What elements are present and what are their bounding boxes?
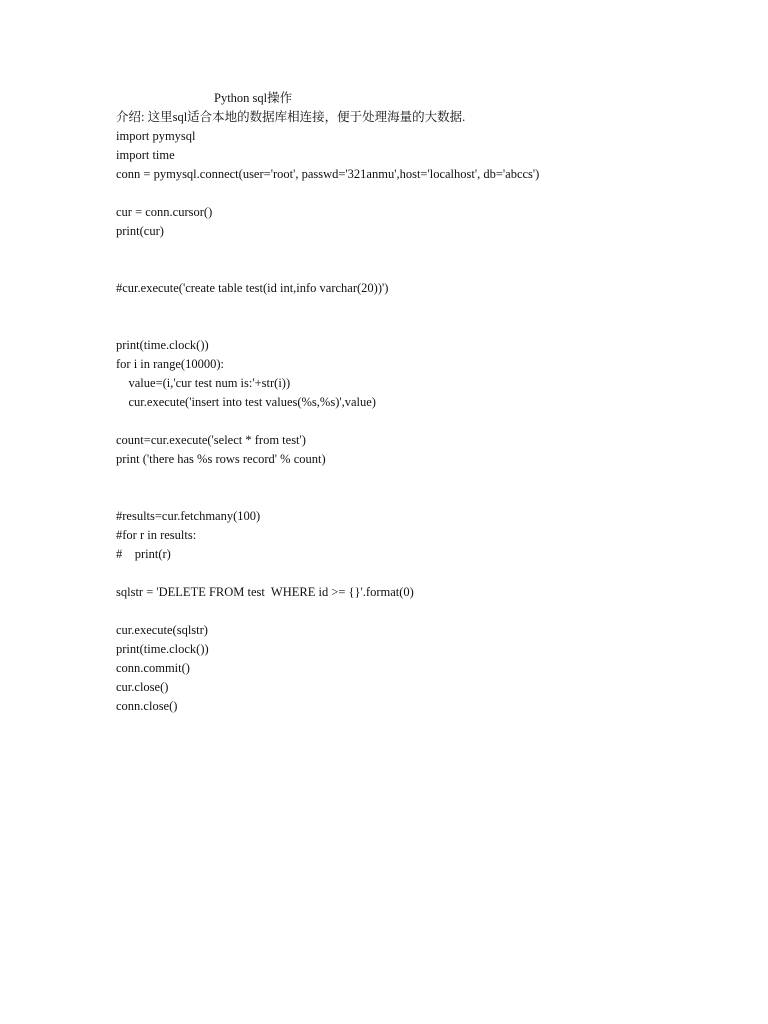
blank-line [116, 317, 716, 336]
code-line: conn.close() [116, 699, 178, 713]
intro-line: 介绍: 这里sql适合本地的数据库相连接，便于处理海量的大数据. [116, 110, 466, 124]
document-title: Python sql操作 [214, 91, 293, 105]
blank-line [116, 412, 716, 431]
blank-line [116, 241, 716, 260]
code-line: cur.close() [116, 680, 169, 694]
blank-line [116, 602, 716, 621]
blank-line [116, 260, 716, 279]
blank-line [116, 564, 716, 583]
code-line: cur.execute(sqlstr) [116, 623, 208, 637]
code-line: import pymysql [116, 129, 196, 143]
comment-line: #for r in results: [116, 528, 197, 542]
blank-line [116, 298, 716, 317]
blank-line [116, 184, 716, 203]
code-line: value=(i,'cur test num is:'+str(i)) [116, 376, 291, 390]
code-line: conn = pymysql.connect(user='root', passwd='321anmu',host='localhost', db='abccs') [116, 167, 540, 181]
code-line: print ('there has %s rows record' % count) [116, 452, 326, 466]
code-line: conn.commit() [116, 661, 190, 675]
comment-line: # print(r) [116, 547, 171, 561]
code-line: sqlstr = 'DELETE FROM test WHERE id >= {}'.format(0) [116, 585, 414, 599]
code-line: print(time.clock()) [116, 642, 209, 656]
code-line: count=cur.execute('select * from test') [116, 433, 306, 447]
code-line: cur.execute('insert into test values(%s,%s)',value) [116, 395, 376, 409]
comment-line: #cur.execute('create table test(id int,info varchar(20))') [116, 281, 389, 295]
code-line: print(time.clock()) [116, 338, 209, 352]
code-line: for i in range(10000): [116, 357, 224, 371]
comment-line: #results=cur.fetchmany(100) [116, 509, 261, 523]
code-line: print(cur) [116, 224, 164, 238]
blank-line [116, 469, 716, 488]
code-line: cur = conn.cursor() [116, 205, 213, 219]
blank-line [116, 488, 716, 507]
code-listing [116, 108, 716, 716]
code-line: import time [116, 148, 175, 162]
